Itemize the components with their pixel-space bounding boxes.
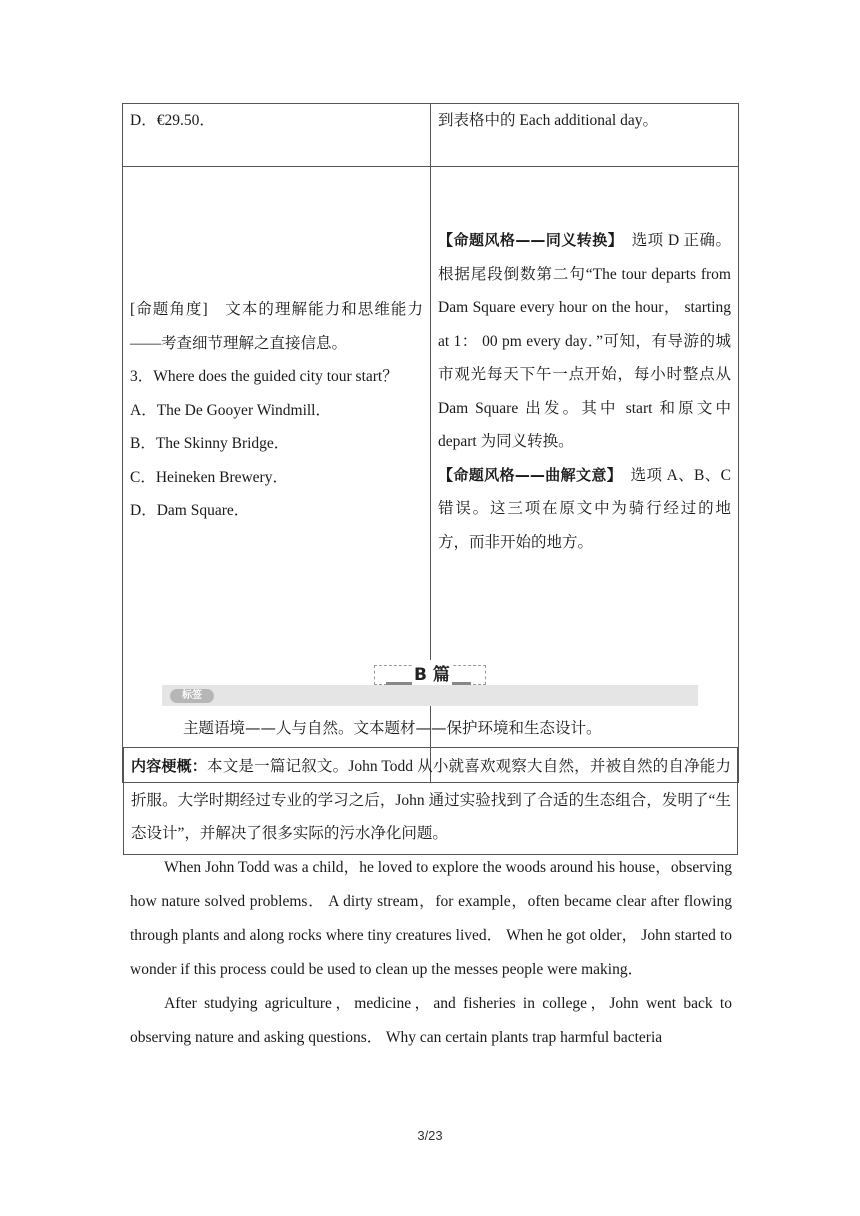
angle-text: 文本的理解能力和思维能力——考查细节理解之直接信息。 — [130, 301, 423, 352]
passage-paragraph: After studying agriculture，medicine，and fisheries in college，John went back to observing nature and asking questions． Why can certain plants trap harmful bacteria — [130, 995, 732, 1046]
tag-strip — [162, 685, 698, 706]
explanation-cell: 到表格中的 Each additional day。 — [431, 104, 739, 167]
passage — [130, 851, 732, 1055]
theme-line: 主题语境——人与自然。文本题材——保护环境和生态设计。 — [183, 719, 602, 737]
option-d: D．Dam Square． — [130, 502, 250, 519]
style2-paragraph — [438, 459, 731, 560]
summary-label: 内容梗概： — [131, 757, 208, 775]
angle-label: [命题角度] — [130, 301, 208, 318]
table-row — [123, 104, 739, 167]
option-a: A．The De Gooyer Windmill． — [130, 401, 331, 419]
style2-label: 【命题风格——曲解文意】 — [438, 465, 615, 484]
option-c: C．Heineken Brewery． — [130, 468, 288, 486]
option-b: B．The Skinny Bridge． — [130, 435, 290, 452]
question-text: 3．Where does the guided city tour start？ — [130, 368, 398, 385]
page-number: 3/23 — [417, 1128, 443, 1143]
style2-text: 选项 A、B、C 错误。这三项在原文中为骑行经过的地方，而非开始的地方。 — [438, 466, 731, 551]
summary-body: 本文是一篇记叙文。John Todd 从小就喜欢观察大自然，并被自然的自净能力折服。大学时期经过专业的学习之后，John 通过实验找到了合适的生态组合，发明了“生态设计”，并解决了很多实际的污水净化问题。 — [131, 758, 731, 842]
tag-badge: 标签 — [170, 689, 214, 703]
style1-text: 选项 D 正确。根据尾段倒数第二句“The tour departs from Dam Square every hour on the hour， starting at 1： 00 pm every day．”可知，有导游的城市观光每天下午一点开始，每小时整点从 Dam Square 出发。其中 start 和原文中 depart 为同义转换。 — [438, 232, 731, 450]
passage-paragraph: When John Todd was a child，he loved to explore the woods around his house，observing how nature solved problems． A dirty stream，for example，often became clear after flowing through plants and along rocks where tiny creatures lived． When he got older， John started to wonder if this process could be used to clean up the messes people were making． — [130, 859, 732, 978]
summary-text — [131, 750, 731, 851]
angle-paragraph — [130, 293, 423, 360]
style1-paragraph — [438, 224, 731, 459]
option-d-cell: D．€29.50． — [123, 104, 431, 167]
section-title: B 篇 — [412, 660, 452, 685]
style1-label: 【命题风格——同义转换】 — [438, 231, 616, 249]
